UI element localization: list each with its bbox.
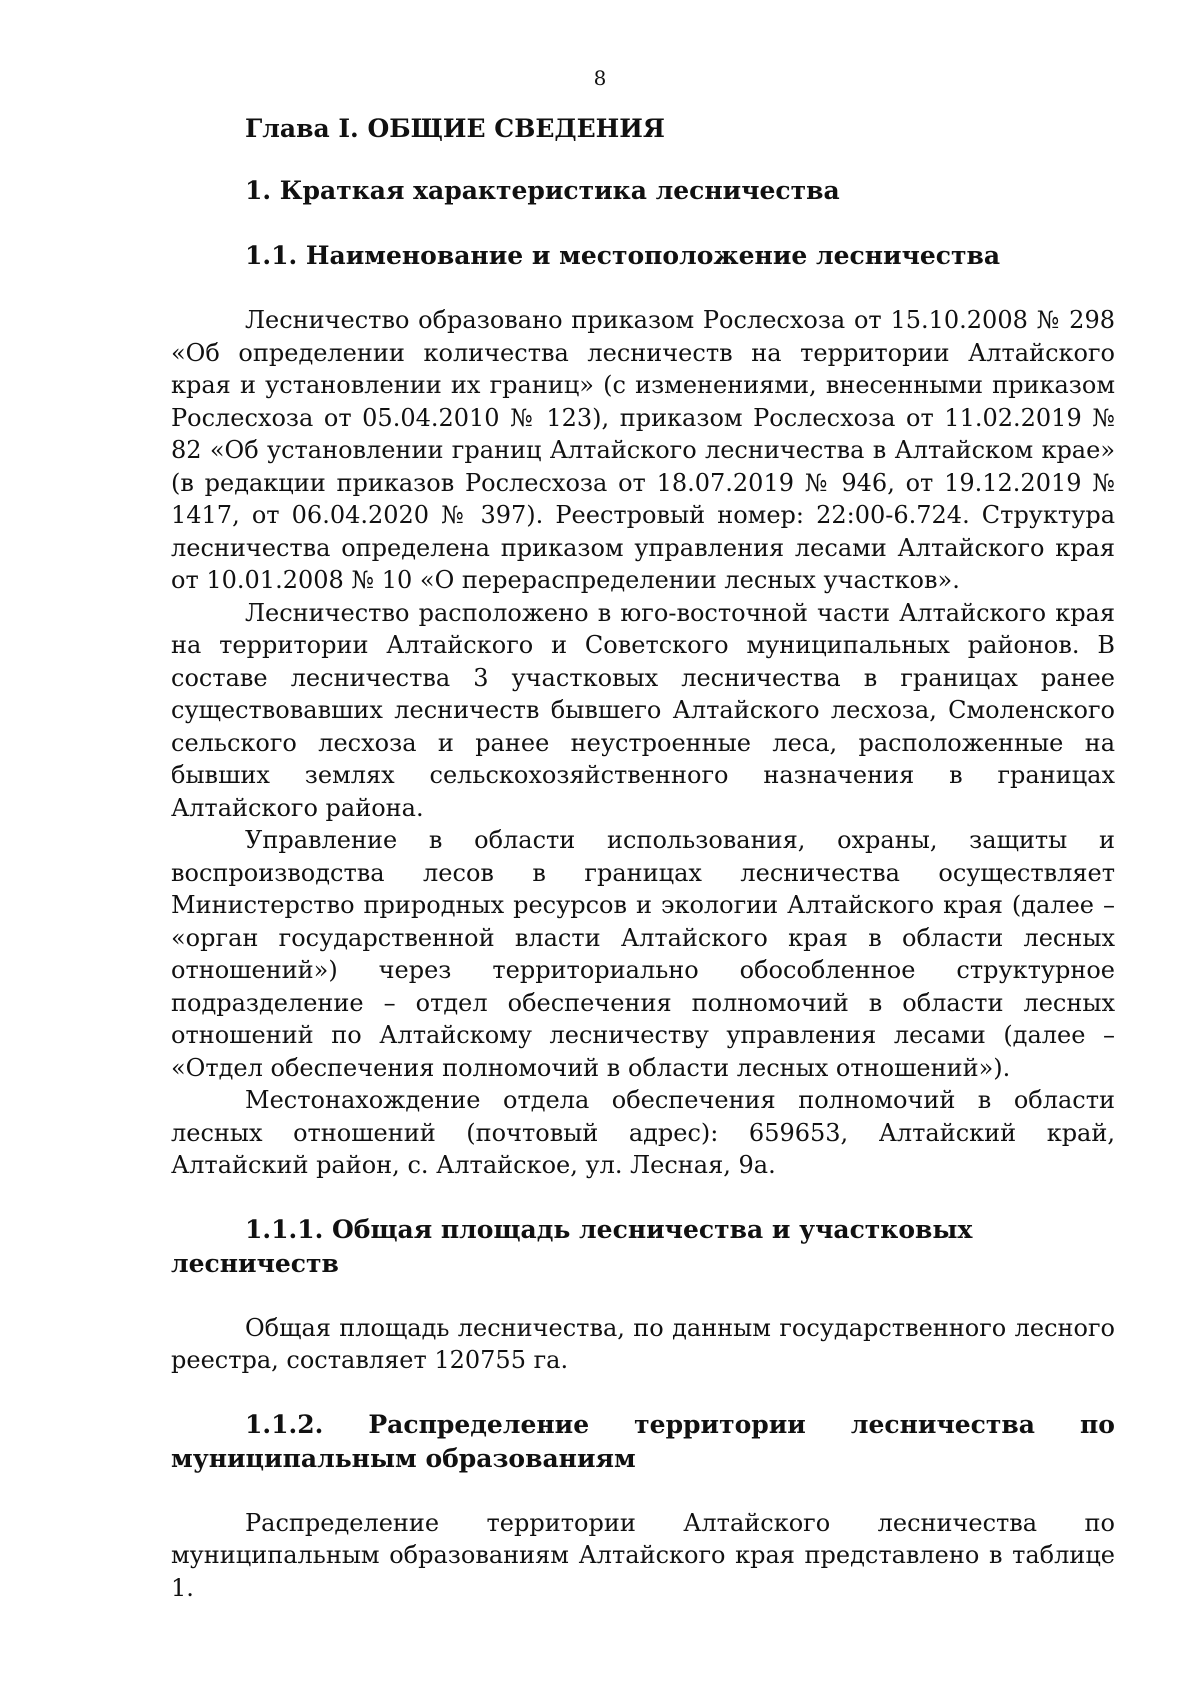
paragraph-establishment: Лесничество образовано приказом Рослесхоза от 15.10.2008 № 298 «Об определении количества лесничеств на территории Алтайского края и установлении их границ» (с изменениями, внесенными приказом Рослесхоза от 05.04.2010 № 123), приказом Рослесхоза от 11.02.2019 № 82 «Об установлении границ Алтайского лесничества в Алтайском крае» (в редакции приказов Рослесхоза от 18.07.2019 № 946, от 19.12.2019 № 1417, от 06.04.2020 № 397). Реестровый номер: 22:00-6.724. Структура лесничества определена приказом управления лесами Алтайского края от 10.01.2008 № 10 «О перераспределении лесных участков». — [171, 306, 1115, 594]
paragraph-location: Лесничество расположено в юго-восточной части Алтайского края на территории Алтайского и Советского муниципальных районов. В составе лесничества 3 участковых лесничества в границах ранее существовавших лесничеств бывшего Алтайского лесхоза, Смоленского сельского лесхоза и ранее неустроенные леса, расположенные на бывших землях сельскохозяйственного назначения в границах Алтайского района. — [171, 598, 1115, 822]
paragraph-address: Местонахождение отдела обеспечения полномочий в области лесных отношений (почтовый адрес): 659653, Алтайский край, Алтайский район, с. Алтайское, ул. Лесная, 9а. — [171, 1086, 1115, 1179]
document-body — [171, 112, 1115, 1604]
paragraph-management: Управление в области использования, охраны, защиты и воспроизводства лесов в границах лесничества осуществляет Министерство природных ресурсов и экологии Алтайского края (далее – «орган государственной власти Алтайского края в области лесных отношений») через территориально обособленное структурное подразделение – отдел обеспечения полномочий в области лесных отношений по Алтайскому лесничеству управления лесами (далее – «Отдел обеспечения полномочий в области лесных отношений»). — [171, 826, 1115, 1082]
chapter-title: Глава I. ОБЩИЕ СВЕДЕНИЯ — [245, 114, 665, 143]
paragraph-total-area: Общая площадь лесничества, по данным государственного лесного реестра, составляет 120755 га. — [171, 1313, 1115, 1374]
section-1-1-1-title: 1.1.1. Общая площадь лесничества и участковых лесничеств — [171, 1214, 973, 1278]
paragraph-distribution: Распределение территории Алтайского лесничества по муниципальным образованиям Алтайского края представлено в таблице 1. — [171, 1508, 1115, 1602]
section-1-1-2-title: 1.1.2. Распределение территории лесничества по муниципальным образованиям — [171, 1409, 1115, 1473]
section-1-1-title: 1.1. Наименование и местоположение лесничества — [245, 241, 1001, 270]
section-1-title: 1. Краткая характеристика лесничества — [245, 176, 840, 205]
page-number: 8 — [593, 66, 607, 90]
